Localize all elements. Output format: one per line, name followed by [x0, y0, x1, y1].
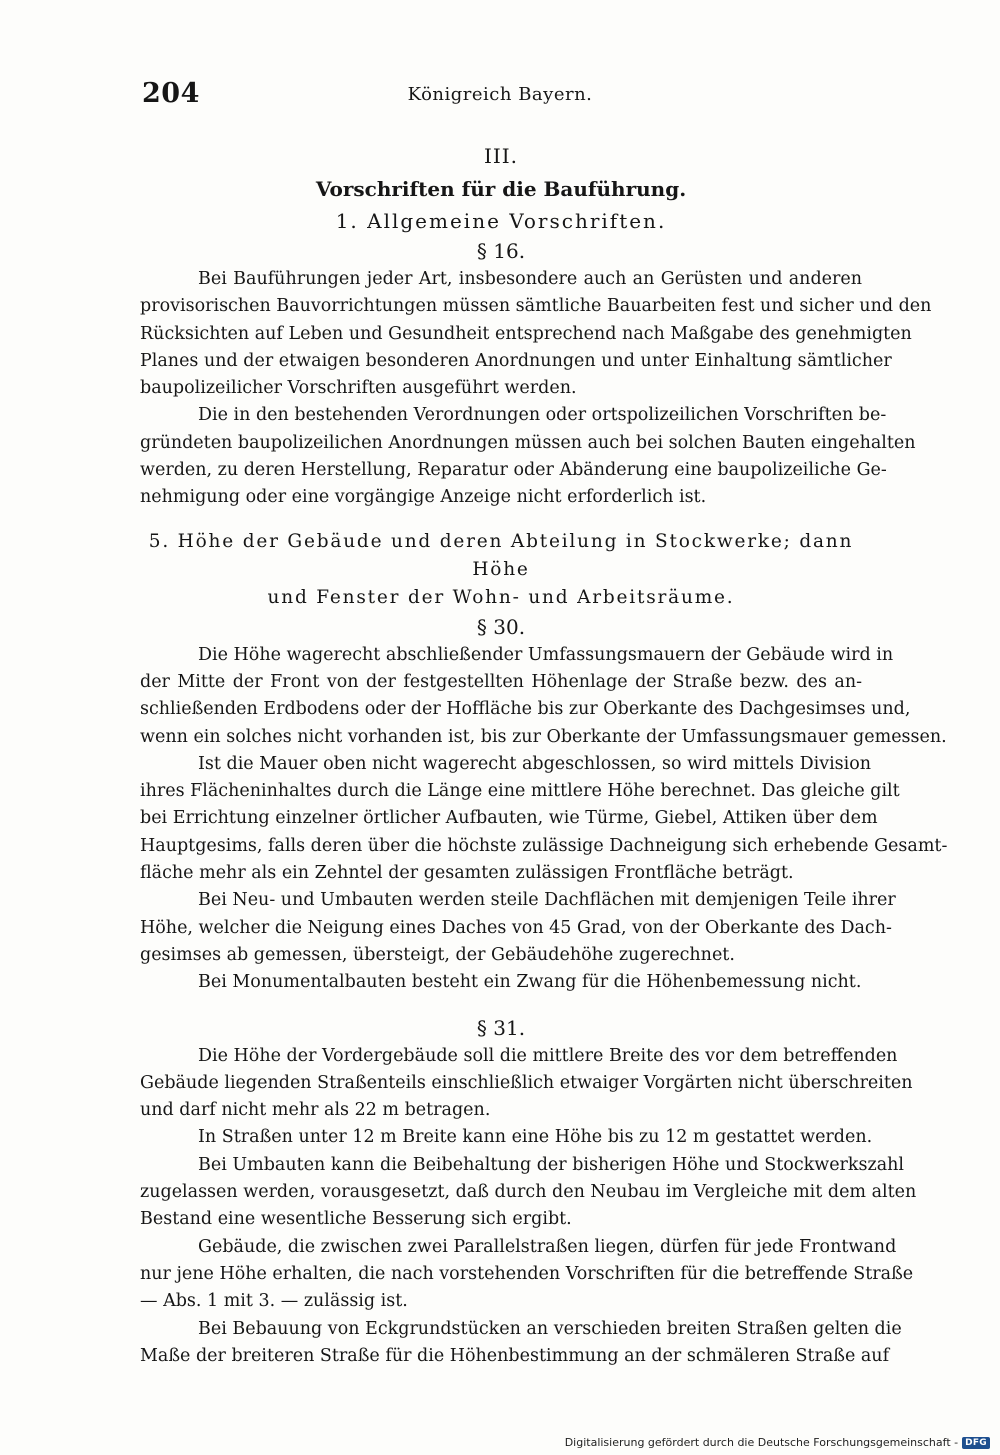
- text-line: Gebäude liegenden Straßenteils einschließlich etwaiger Vorgärten nicht überschreiten: [140, 1072, 913, 1093]
- text-line: Hauptgesims, falls deren über die höchste zulässige Dachneigung sich erhebende Gesamt-: [140, 835, 948, 856]
- text-line: baupolizeilicher Vorschriften ausgeführt werden.: [140, 378, 577, 399]
- part-title: Vorschriften für die Bauführung.: [315, 177, 687, 201]
- text-line: In Straßen unter 12 m Breite kann eine Höhe bis zu 12 m gestattet werden.: [198, 1127, 873, 1148]
- paragraph: [140, 642, 947, 751]
- text-line: gründeten baupolizeilichen Anordnungen müssen auch bei solchen Bauten eingehalten: [140, 432, 916, 453]
- text-line: bei Errichtung einzelner örtlicher Aufbauten, wie Türme, Giebel, Attiken über dem: [140, 808, 878, 829]
- text-line: und darf nicht mehr als 22 m betragen.: [140, 1100, 491, 1121]
- text-line: Die Höhe der Vordergebäude soll die mittlere Breite des vor dem betreffenden: [198, 1045, 898, 1066]
- text-line: der Mitte der Front von der festgestellten Höhenlage der Straße bezw. des an-: [140, 671, 862, 692]
- text-line: fläche mehr als ein Zehntel der gesamten zulässigen Frontfläche beträgt.: [140, 863, 794, 884]
- text-line: Die Höhe wagerecht abschließender Umfassungsmauern der Gebäude wird in: [198, 644, 894, 665]
- text-line: Bei Umbauten kann die Beibehaltung der bisherigen Höhe und Stockwerkszahl: [198, 1154, 905, 1175]
- text-line: Maße der breiteren Straße für die Höhenbestimmung an der schmäleren Straße auf: [140, 1345, 890, 1366]
- paragraph: [140, 751, 948, 887]
- text-line: Die in den bestehenden Verordnungen oder ortspolizeilichen Vorschriften be-: [198, 405, 887, 426]
- chapter-heading-line: 5. Höhe der Gebäude und deren Abteilung in Stockwerke; dann Höhe: [148, 530, 854, 580]
- paragraph: [140, 887, 896, 969]
- text-line: Bei Bauführungen jeder Art, insbesondere auch an Gerüsten und anderen: [198, 269, 862, 289]
- text-line: Höhe, welcher die Neigung eines Daches von 45 Grad, von der Oberkante des Dach-: [140, 917, 892, 938]
- text-line: Bei Neu- und Umbauten werden steile Dachflächen mit demjenigen Teile ihrer: [198, 890, 896, 911]
- part-number: III.: [483, 144, 519, 168]
- running-head: Königreich Bayern.: [407, 84, 593, 105]
- section-title: 1. Allgemeine Vorschriften.: [335, 209, 667, 233]
- text-line: wenn ein solches nicht vorhanden ist, bis zur Oberkante der Umfassungsmauer gemessen.: [140, 726, 947, 747]
- chapter-heading: [140, 528, 862, 612]
- text-line: — Abs. 1 mit 3. — zulässig ist.: [140, 1291, 408, 1312]
- digitization-footer: [565, 1436, 990, 1449]
- text-line: Ist die Mauer oben nicht wagerecht abgeschlossen, so wird mittels Division: [198, 753, 872, 774]
- text-line: Bei Bebauung von Eckgrundstücken an verschieden breiten Straßen gelten die: [198, 1318, 902, 1339]
- text-line: provisorischen Bauvorrichtungen müssen sämtliche Bauarbeiten fest und sicher und den: [140, 296, 932, 317]
- paragraph-symbol: § 31.: [476, 1015, 526, 1040]
- text-line: Rücksichten auf Leben und Gesundheit entsprechend nach Maßgabe des genehmigten: [140, 323, 912, 344]
- text-line: werden, zu deren Herstellung, Reparatur oder Abänderung eine baupolizeiliche Ge-: [140, 460, 887, 481]
- paragraph: [140, 1124, 873, 1151]
- paragraph: [140, 1043, 913, 1125]
- text-line: Bei Monumentalbauten besteht ein Zwang für die Höhenbemessung nicht.: [198, 972, 862, 993]
- page-body: [140, 140, 948, 1370]
- text-line: nur jene Höhe erhalten, die nach vorstehenden Vorschriften für die betreffende Straße: [140, 1263, 914, 1284]
- paragraph: [140, 1316, 902, 1371]
- text-line: Planes und der etwaigen besonderen Anordnungen und unter Einhaltung sämtlicher: [140, 350, 892, 371]
- text-line: ihres Flächeninhaltes durch die Länge eine mittlere Höhe berechnet. Das gleiche gilt: [140, 781, 900, 802]
- text-line: zugelassen werden, vorausgesetzt, daß durch den Neubau im Vergleiche mit dem alten: [140, 1182, 917, 1203]
- paragraph: [140, 1234, 914, 1316]
- paragraph: [140, 402, 916, 511]
- paragraph-symbol: § 16.: [476, 239, 526, 263]
- page-header: [138, 78, 862, 114]
- footer-credit: Digitalisierung gefördert durch die Deutsche Forschungsgemeinschaft -: [564, 1436, 959, 1449]
- paragraph: [140, 266, 932, 402]
- chapter-heading-line: und Fenster der Wohn- und Arbeitsräume.: [267, 586, 735, 608]
- text-line: schließenden Erdbodens oder der Hoffläche bis zur Oberkante des Dachgesimses und,: [140, 699, 911, 720]
- text-line: nehmigung oder eine vorgängige Anzeige nicht erforderlich ist.: [140, 487, 707, 508]
- paragraph-symbol: § 30.: [476, 614, 526, 639]
- text-line: gesimses ab gemessen, übersteigt, der Gebäudehöhe zugerechnet.: [140, 944, 735, 965]
- paragraph: [140, 969, 862, 996]
- dfg-logo-icon: DFG: [962, 1437, 990, 1449]
- text-line: Gebäude, die zwischen zwei Parallelstraßen liegen, dürfen für jede Frontwand: [198, 1236, 897, 1257]
- paragraph: [140, 1152, 917, 1234]
- page-number: 204: [142, 78, 200, 109]
- text-line: Bestand eine wesentliche Besserung sich ergibt.: [140, 1209, 572, 1230]
